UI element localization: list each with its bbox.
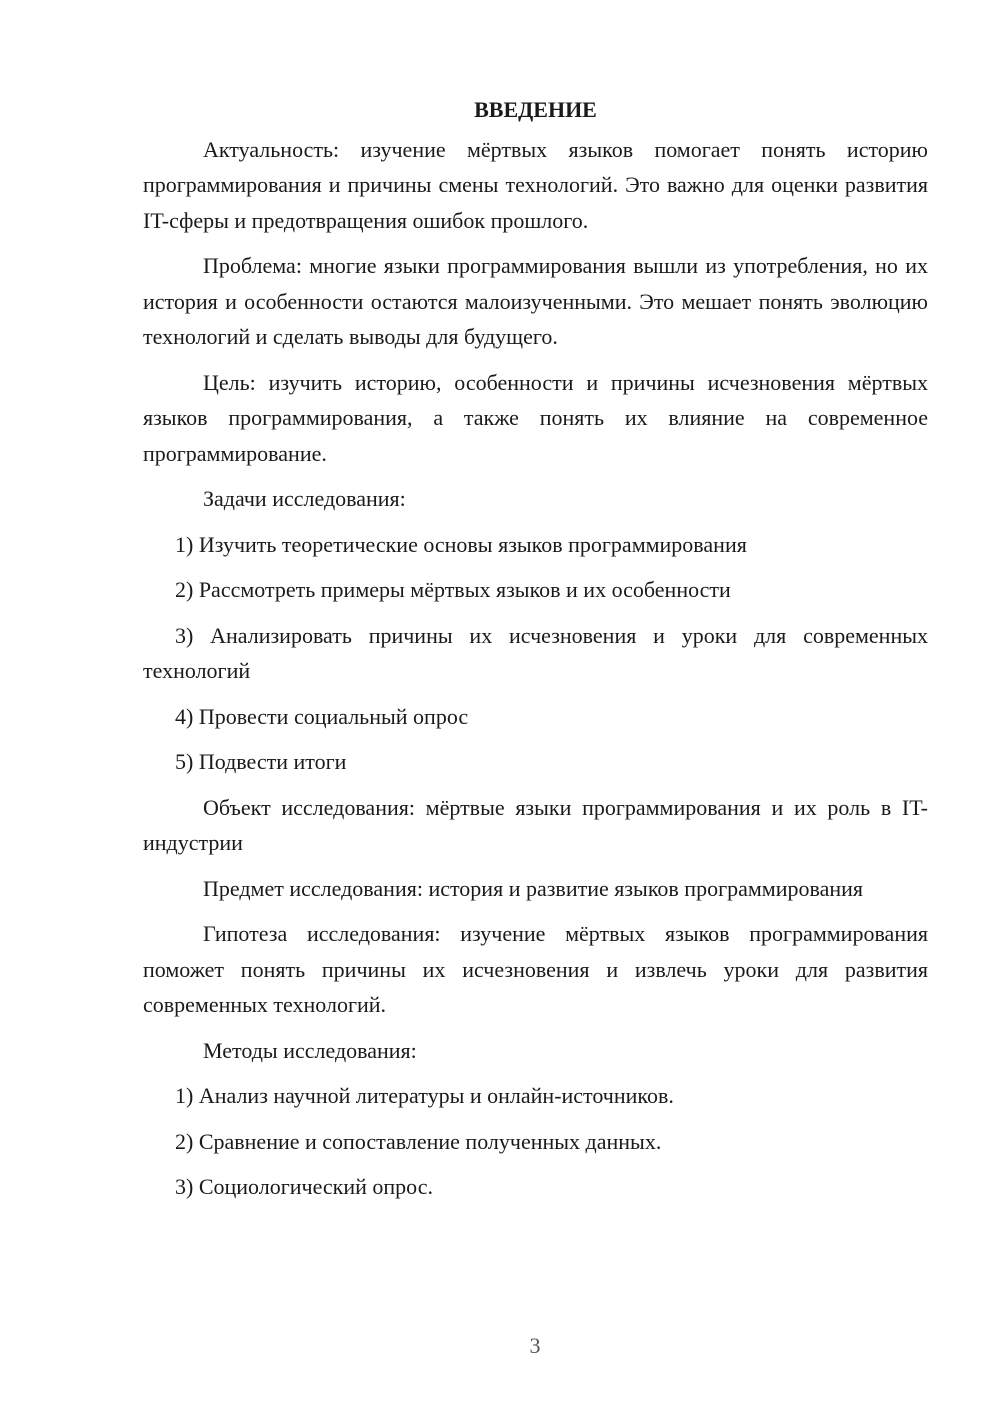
tasks-list (143, 527, 928, 780)
tasks-heading: Задачи исследования: (203, 486, 406, 511)
document-page (143, 92, 928, 1215)
task-item: 4) Провести социальный опрос (175, 703, 469, 729)
task-item: 5) Подвести итоги (175, 749, 347, 774)
task-item: 1) Изучить теоретические основы языков программирования (175, 531, 747, 557)
page-title: ВВЕДЕНИЕ (474, 97, 597, 122)
object-paragraph: Объект исследования: мёртвые языки программирования и их роль в IT-индустрии (143, 794, 928, 855)
goal-paragraph: Цель: изучить историю, особенности и причины исчезновения мёртвых языков программирования, а также понять их влияние на современное программирование. (143, 369, 928, 466)
task-item: 3) Анализировать причины их исчезновения и уроки для современных технологий (143, 622, 928, 683)
subject-paragraph: Предмет исследования: история и развитие языков программирования (203, 875, 863, 901)
method-item: 1) Анализ научной литературы и онлайн-источников. (175, 1083, 674, 1108)
task-item: 2) Рассмотреть примеры мёртвых языков и их особенности (175, 577, 731, 602)
method-item: 3) Социологический опрос. (175, 1174, 433, 1199)
relevance-paragraph: Актуальность: изучение мёртвых языков помогает понять историю программирования и причины смены технологий. Это важно для оценки развития IT-сферы и предотвращения ошибок прошлого. (143, 136, 928, 233)
method-item: 2) Сравнение и сопоставление полученных данных. (175, 1128, 662, 1154)
page-number: 3 (529, 1333, 541, 1358)
problem-paragraph: Проблема: многие языки программирования вышли из употребления, но их история и особенности остаются малоизученными. Это мешает понять эволюцию технологий и сделать выводы для будущего. (143, 253, 928, 349)
methods-heading: Методы исследования: (203, 1037, 417, 1063)
hypothesis-paragraph: Гипотеза исследования: изучение мёртвых языков программирования поможет понять причины их исчезновения и извлечь уроки для развития современных технологий. (143, 921, 928, 1017)
methods-list (143, 1078, 928, 1205)
